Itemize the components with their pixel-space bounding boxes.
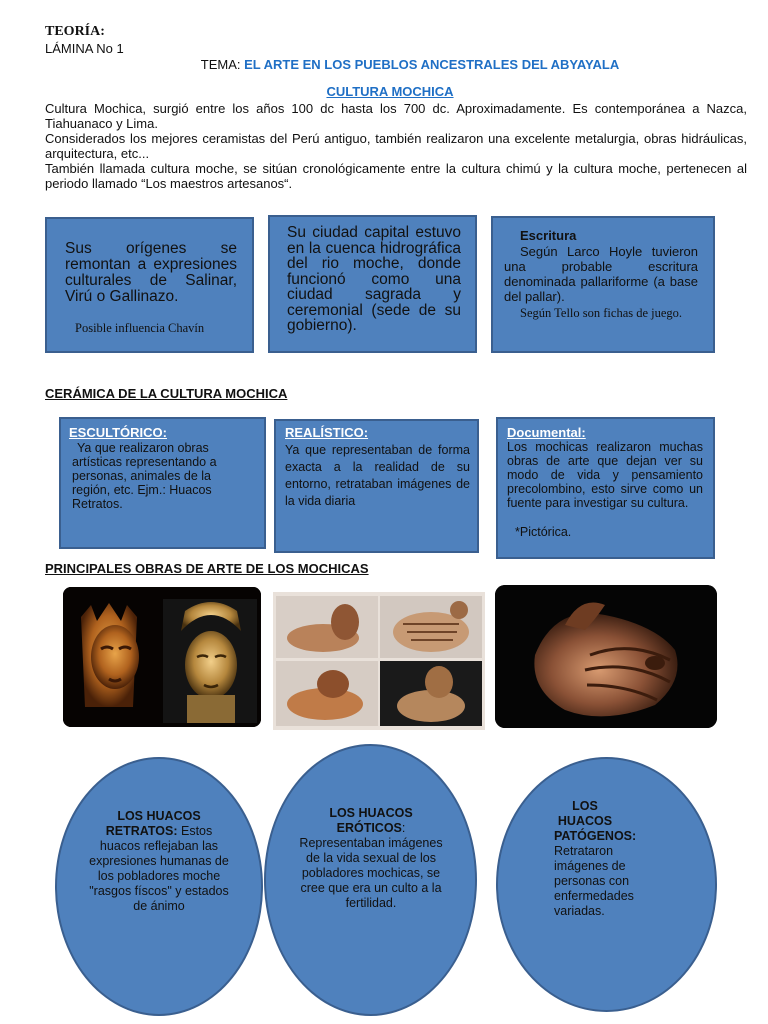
writing-text: Según Larco Hoyle tuvieron una probable escritura denominada pallariforme (a base del pallar). xyxy=(504,244,698,304)
sculptural-box xyxy=(59,417,266,549)
portrait-huacos-photo xyxy=(63,587,261,727)
culture-title: CULTURA MOCHICA xyxy=(326,84,454,99)
portraits-text: Estos huacos reflejaban las expresiones humanas de los pobladores moche "rasgos físcos" y estados de ánimo xyxy=(89,824,229,913)
portrait-huacos-image xyxy=(63,587,261,727)
origins-text: Sus orígenes se remontan a expresiones culturales de Salinar, Virú o Gallinazo. xyxy=(65,240,237,305)
sculptural-title: ESCULTÓRICO: xyxy=(69,425,167,440)
ceramics-heading: CERÁMICA DE LA CULTURA MOCHICA xyxy=(45,386,288,401)
erotic-text-block xyxy=(296,806,446,911)
portraits-text-block xyxy=(85,809,233,914)
writing-box xyxy=(491,216,715,353)
capital-box xyxy=(268,215,477,353)
documentary-note: *Pictórica. xyxy=(515,525,572,539)
pathogenic-text: Retrataron imágenes de personas con enfermedades variadas. xyxy=(554,844,634,918)
origins-note: Posible influencia Chavín xyxy=(75,321,205,335)
lamina-label: LÁMINA No 1 xyxy=(45,41,124,56)
tema-label: TEMA: xyxy=(200,57,245,72)
pathogenic-oval xyxy=(496,757,717,1012)
tema-line xyxy=(0,57,768,72)
sculptural-text: Ya que realizaron obras artísticas representando a personas, animales de la región, etc. Ejm.: Huacos Retratos. xyxy=(72,441,217,511)
writing-title: Escritura xyxy=(520,228,577,243)
tema-topic: EL ARTE EN LOS PUEBLOS ANCESTRALES DEL ABYAYALA xyxy=(244,57,620,72)
erotic-huacos-photo xyxy=(273,592,485,730)
erotic-huacos-image xyxy=(273,592,485,730)
realistic-text: Ya que representaban de forma exacta a la realidad de su entorno, retrataban imágenes de la vida diaria xyxy=(285,443,470,508)
documentary-text: Los mochicas realizaron muchas obras de arte que dejan ver su modo de vida y pensamiento precolombino, esto sirve como un fuente para investigar su cultura. xyxy=(507,440,703,510)
documentary-title: Documental: xyxy=(507,425,586,440)
realistic-title: REALÍSTICO: xyxy=(285,425,369,440)
erotic-title: LOS HUACOS ERÓTICOS xyxy=(329,806,413,835)
portraits-oval xyxy=(55,757,263,1016)
realistic-box xyxy=(274,419,479,553)
intro-paragraph: Cultura Mochica, surgió entre los años 100 dc hasta los 700 dc. Aproximadamente. Es contemporánea a Nazca, Tiahuanaco y Lima. xyxy=(45,101,747,131)
erotic-oval xyxy=(264,744,477,1016)
erotic-colon: : xyxy=(401,821,406,835)
theory-label: TEORÍA: xyxy=(45,24,105,39)
pathogenic-huaco-photo xyxy=(495,585,717,728)
origins-box xyxy=(45,217,254,353)
works-heading: PRINCIPALES OBRAS DE ARTE DE LOS MOCHICAS xyxy=(45,561,369,576)
intro-paragraph: También llamada cultura moche, se sitúan cronológicamente entre la cultura chimú y la cultura moche, pertenecen al periodo llamado “Los maestros artesanos“. xyxy=(45,161,747,191)
capital-text: Su ciudad capital estuvo en la cuenca hidrográfica del rio moche, donde funcionó como una ciudad sagrada y ceremonial (sede de su gobierno). xyxy=(287,224,461,334)
pathogenic-text-block xyxy=(554,799,650,919)
portraits-title: LOS HUACOS RETRATOS: xyxy=(105,809,201,838)
pathogenic-huaco-image xyxy=(495,585,717,728)
intro-text xyxy=(45,101,747,191)
intro-paragraph: Considerados los mejores ceramistas del Perú antiguo, también realizaron una excelente metalurgia, obras hidráulicas, arquitectura, etc... xyxy=(45,131,747,161)
erotic-text: Representaban imágenes de la vida sexual de los pobladores mochicas, se cree que era un culto a la fertilidad. xyxy=(299,836,443,910)
documentary-box xyxy=(496,417,715,559)
pathogenic-title: LOS HUACOS PATÓGENOS: xyxy=(554,799,637,843)
writing-note: Según Tello son fichas de juego. xyxy=(520,306,683,320)
